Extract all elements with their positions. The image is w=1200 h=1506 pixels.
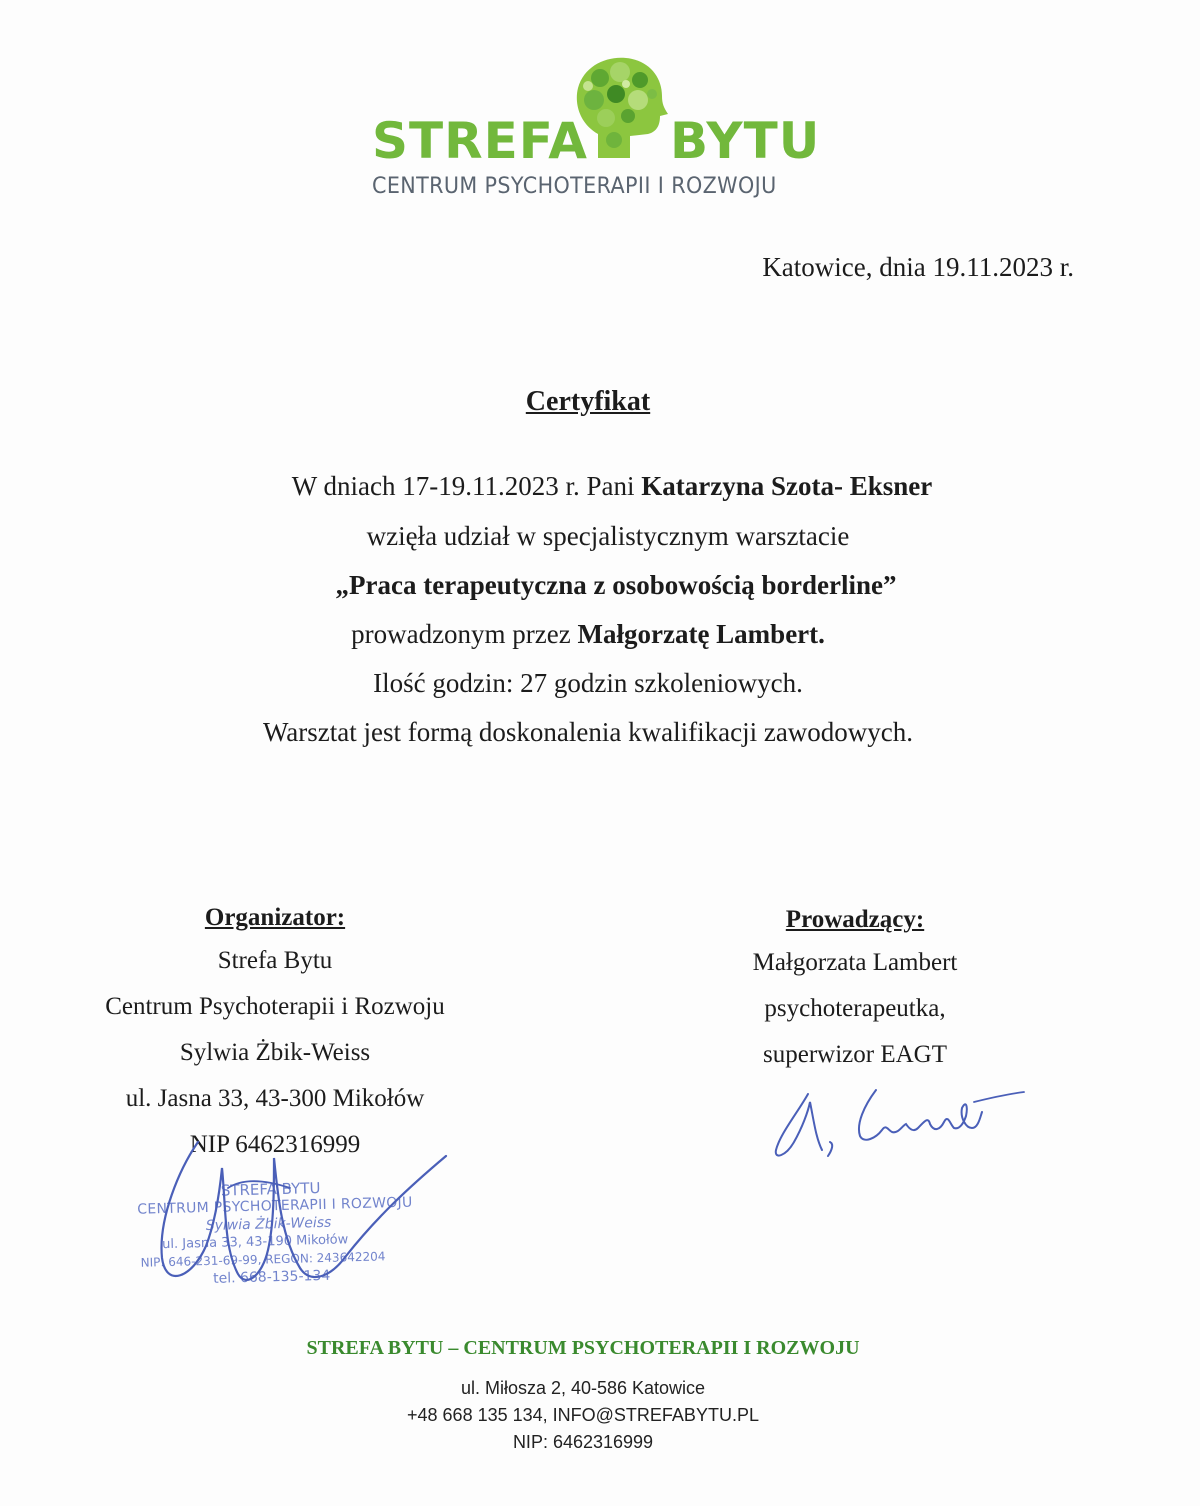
head-profile-icon: [568, 54, 668, 162]
organizer-signature: [140, 1128, 480, 1298]
footer-nip: NIP: 6462316999: [512, 1432, 654, 1452]
trainer-name: Małgorzatę Lambert.: [577, 619, 825, 649]
organizer-nip: NIP 6462316999: [189, 1131, 361, 1158]
qualification-note: Warsztat jest formą doskonalenia kwalifikacji zawodowych.: [262, 717, 914, 747]
body-line-trainer: [0, 619, 1176, 650]
stamp-line: STREFA BYTU: [220, 1179, 321, 1200]
leader-signature: [768, 1072, 1028, 1167]
stamp-line: tel. 668-135-134: [212, 1267, 331, 1287]
certificate-title: Certyfikat: [525, 386, 651, 417]
stamp-line: CENTRUM PSYCHOTERAPII I ROZWOJU: [137, 1194, 413, 1218]
footer-contact: +48 668 135 134, INFO@STREFABYTU.PL: [407, 1405, 759, 1425]
workshop-title: „Praca terapeutyczna z osobowością borderline”: [335, 570, 897, 600]
participant-name: Katarzyna Szota- Eksner: [641, 471, 933, 501]
hours-line: Ilość godzin: 27 godzin szkoleniowych.: [373, 668, 803, 698]
organizer-heading: Organizator:: [204, 904, 346, 931]
footer-address: ul. Miłosza 2, 40-586 Katowice: [460, 1378, 706, 1398]
organizer-line: Strefa Bytu: [217, 947, 333, 974]
logo-subtitle: CENTRUM PSYCHOTERAPII I ROZWOJU: [372, 174, 777, 199]
leader-heading: Prowadzący:: [785, 906, 925, 933]
leader-block: [650, 906, 1060, 1084]
leader-line: psychoterapeutka,: [764, 995, 946, 1022]
organizer-line: Centrum Psychoterapii i Rozwoju: [105, 993, 445, 1020]
stamp-line: NIP: 646-231-69-99, REGON: 243642204: [140, 1249, 386, 1270]
organizer-line: ul. Jasna 33, 43-300 Mikołów: [125, 1085, 425, 1112]
body-line-participation: wzięła udział w specjalistycznym warsztacie: [366, 521, 850, 551]
trainer-prefix: prowadzonym przez: [351, 619, 578, 649]
leader-line: Małgorzata Lambert: [752, 949, 958, 976]
leader-line: superwizor EAGT: [763, 1041, 947, 1068]
footer-title: STREFA BYTU – CENTRUM PSYCHOTERAPII I ROZWOJU: [306, 1337, 860, 1359]
stamp-line: Sylwia Żbik-Weiss: [205, 1214, 332, 1235]
organizer-line: Sylwia Żbik-Weiss: [179, 1039, 371, 1066]
stamp-line: ul. Jasna 33, 43-190 Mikołów: [162, 1232, 349, 1253]
dates-text: W dniach 17-19.11.2023 r. Pani: [291, 471, 642, 501]
strefa-bytu-logo: [360, 52, 821, 202]
body-line-dates: [24, 471, 1200, 502]
place-date: Katowice, dnia 19.11.2023 r.: [762, 252, 1074, 282]
logo-word-strefa: STREFA: [372, 112, 588, 170]
logo-word-bytu: BYTU: [670, 112, 821, 170]
